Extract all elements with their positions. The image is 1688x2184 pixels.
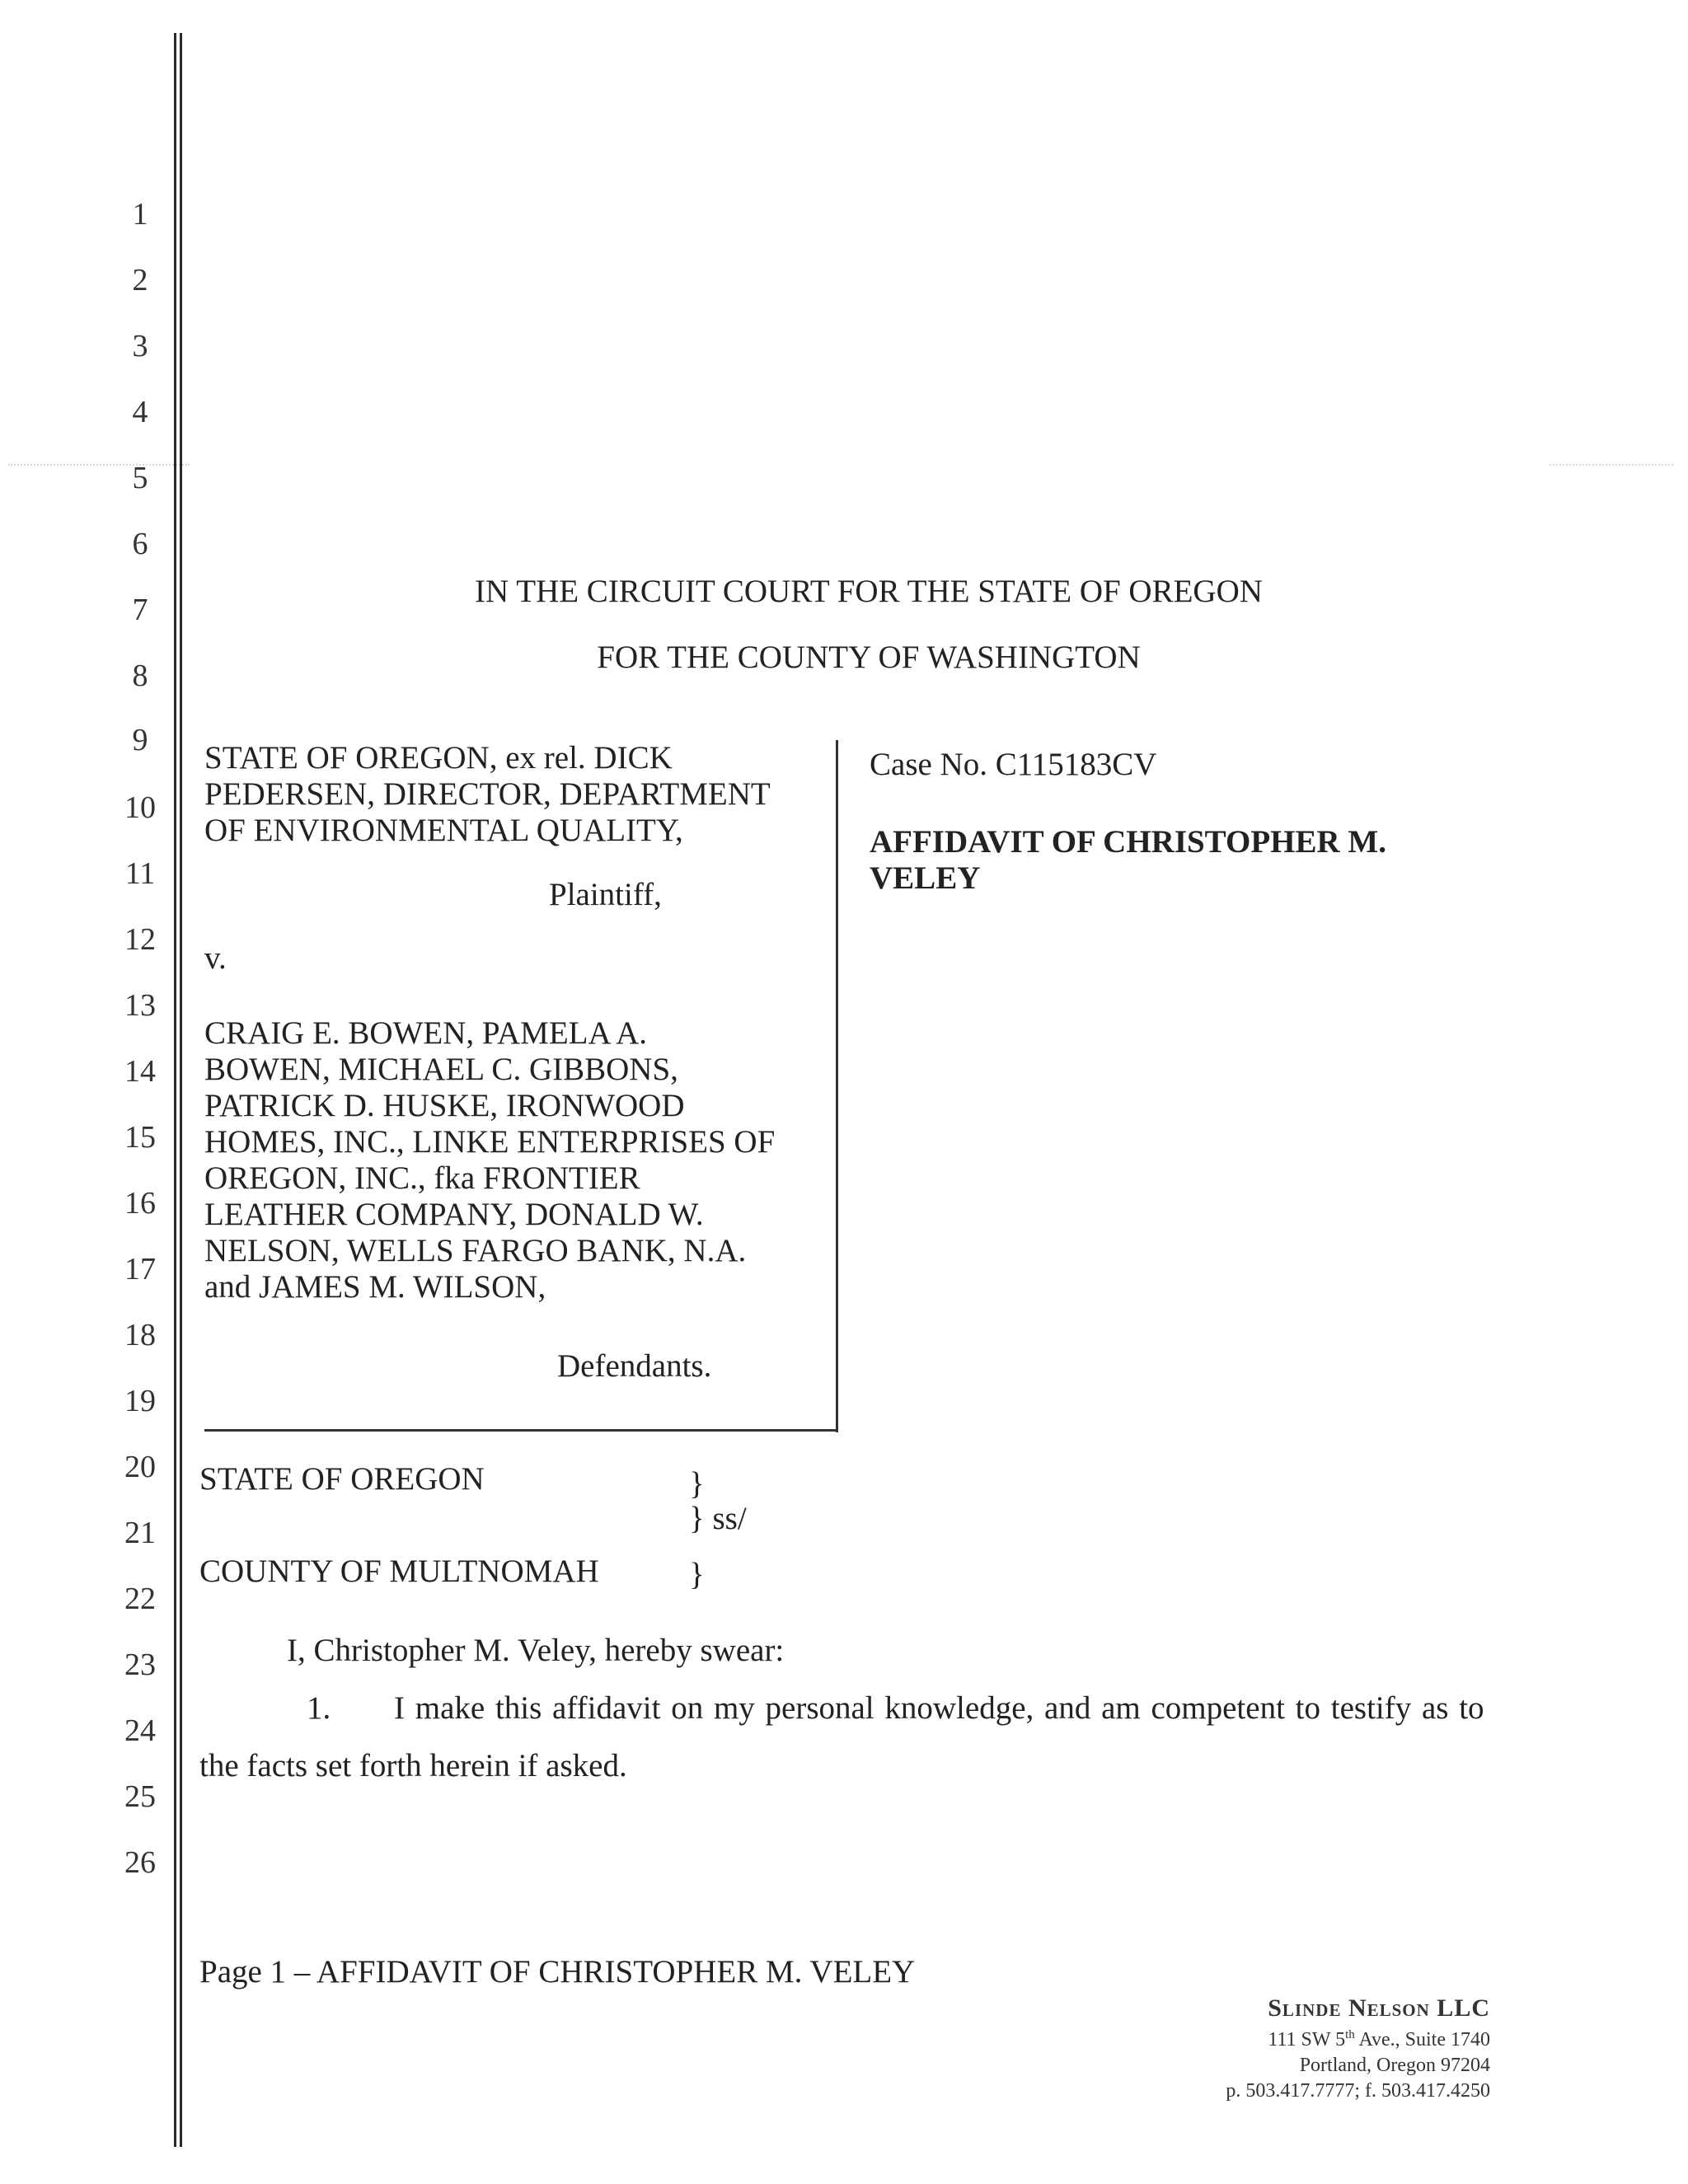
affidavit-intro: I, Christopher M. Veley, hereby swear:	[287, 1633, 785, 1668]
line-number: 21	[124, 1516, 156, 1550]
line-number: 15	[124, 1120, 156, 1155]
defendant-name-line: NELSON, WELLS FARGO BANK, N.A.	[204, 1233, 747, 1268]
defendant-name-line: HOMES, INC., LINKE ENTERPRISES OF	[204, 1124, 776, 1160]
address-street: 111 SW 5	[1268, 2029, 1346, 2050]
line-number: 23	[124, 1647, 156, 1682]
line-number: 13	[124, 988, 156, 1023]
document-title-line: VELEY	[870, 860, 981, 896]
line-number: 11	[124, 856, 156, 891]
line-number: 16	[124, 1186, 156, 1221]
firm-address	[1226, 2022, 1490, 2053]
caption-bottom-rule	[204, 1429, 838, 1432]
defendant-name-line: BOWEN, MICHAEL C. GIBBONS,	[204, 1052, 678, 1087]
line-number: 1	[132, 197, 148, 232]
line-number: 6	[132, 527, 148, 561]
line-number: 5	[132, 461, 148, 495]
line-number: 12	[124, 922, 156, 957]
line-number: 10	[124, 790, 156, 825]
firm-phone: p. 503.417.7777; f. 503.417.4250	[1226, 2080, 1490, 2102]
plaintiff-name-line: OF ENVIRONMENTAL QUALITY,	[204, 813, 683, 848]
plaintiff-name-line: PEDERSEN, DIRECTOR, DEPARTMENT	[204, 776, 771, 812]
defendant-name-line: LEATHER COMPANY, DONALD W.	[204, 1197, 704, 1232]
court-heading: IN THE CIRCUIT COURT FOR THE STATE OF OREGON	[475, 574, 1263, 609]
line-number: 8	[132, 658, 148, 693]
line-number: 26	[124, 1845, 156, 1880]
margin-rule	[180, 33, 182, 2147]
venue-brace: }	[689, 1557, 705, 1592]
county-heading: FOR THE COUNTY OF WASHINGTON	[597, 640, 1141, 675]
firm-block	[1226, 1994, 1490, 2104]
line-number: 2	[132, 263, 148, 298]
caption-divider	[836, 740, 838, 1432]
document-title-line: AFFIDAVIT OF CHRISTOPHER M.	[870, 824, 1386, 860]
line-number: 17	[124, 1252, 156, 1286]
firm-city: Portland, Oregon 97204	[1299, 2055, 1490, 2076]
defendant-names	[204, 1015, 775, 1305]
line-number: 20	[124, 1450, 156, 1484]
page-footer-label: Page 1 – AFFIDAVIT OF CHRISTOPHER M. VELEY	[199, 1954, 916, 1990]
line-number: 22	[124, 1582, 156, 1616]
plaintiff-label: Plaintiff,	[549, 877, 662, 912]
venue-brace-ss: } ss/	[689, 1501, 747, 1536]
plaintiff-name-line: STATE OF OREGON, ex rel. DICK	[204, 740, 673, 776]
line-number: 4	[132, 395, 148, 429]
paragraph-text: the facts set forth herein if asked.	[199, 1748, 627, 1783]
document-title	[870, 824, 1386, 897]
line-number: 19	[124, 1384, 156, 1418]
address-sup: th	[1345, 2028, 1355, 2041]
defendant-name-line: PATRICK D. HUSKE, IRONWOOD	[204, 1088, 685, 1123]
line-number: 7	[132, 593, 148, 627]
scan-artifact-line	[8, 464, 190, 467]
line-number: 24	[124, 1713, 156, 1748]
venue-county: COUNTY OF MULTNOMAH	[199, 1554, 599, 1589]
venue-brace: }	[689, 1466, 705, 1502]
line-number: 3	[132, 329, 148, 363]
defendant-name-line: and JAMES M. WILSON,	[204, 1269, 546, 1305]
defendant-name-line: CRAIG E. BOWEN, PAMELA A.	[204, 1015, 648, 1051]
defendant-name-line: OREGON, INC., fka FRONTIER	[204, 1160, 640, 1196]
versus: v.	[204, 940, 227, 976]
margin-rule	[174, 33, 176, 2147]
line-number: 14	[124, 1054, 156, 1089]
address-suite: Ave., Suite 1740	[1354, 2029, 1490, 2050]
paragraph-text: I make this affidavit on my personal knowledge, and am competent to testify as to	[394, 1690, 1484, 1726]
scan-artifact-line	[1550, 464, 1673, 467]
caption-parties	[204, 740, 831, 849]
line-number: 9	[132, 723, 148, 757]
defendant-label: Defendants.	[557, 1348, 712, 1384]
firm-name: Slinde Nelson LLC	[1268, 1994, 1490, 2022]
line-number: 25	[124, 1779, 156, 1814]
line-number: 18	[124, 1318, 156, 1352]
venue-state: STATE OF OREGON	[199, 1461, 485, 1497]
paragraph-number: 1.	[307, 1690, 331, 1726]
case-number: Case No. C115183CV	[870, 747, 1157, 782]
